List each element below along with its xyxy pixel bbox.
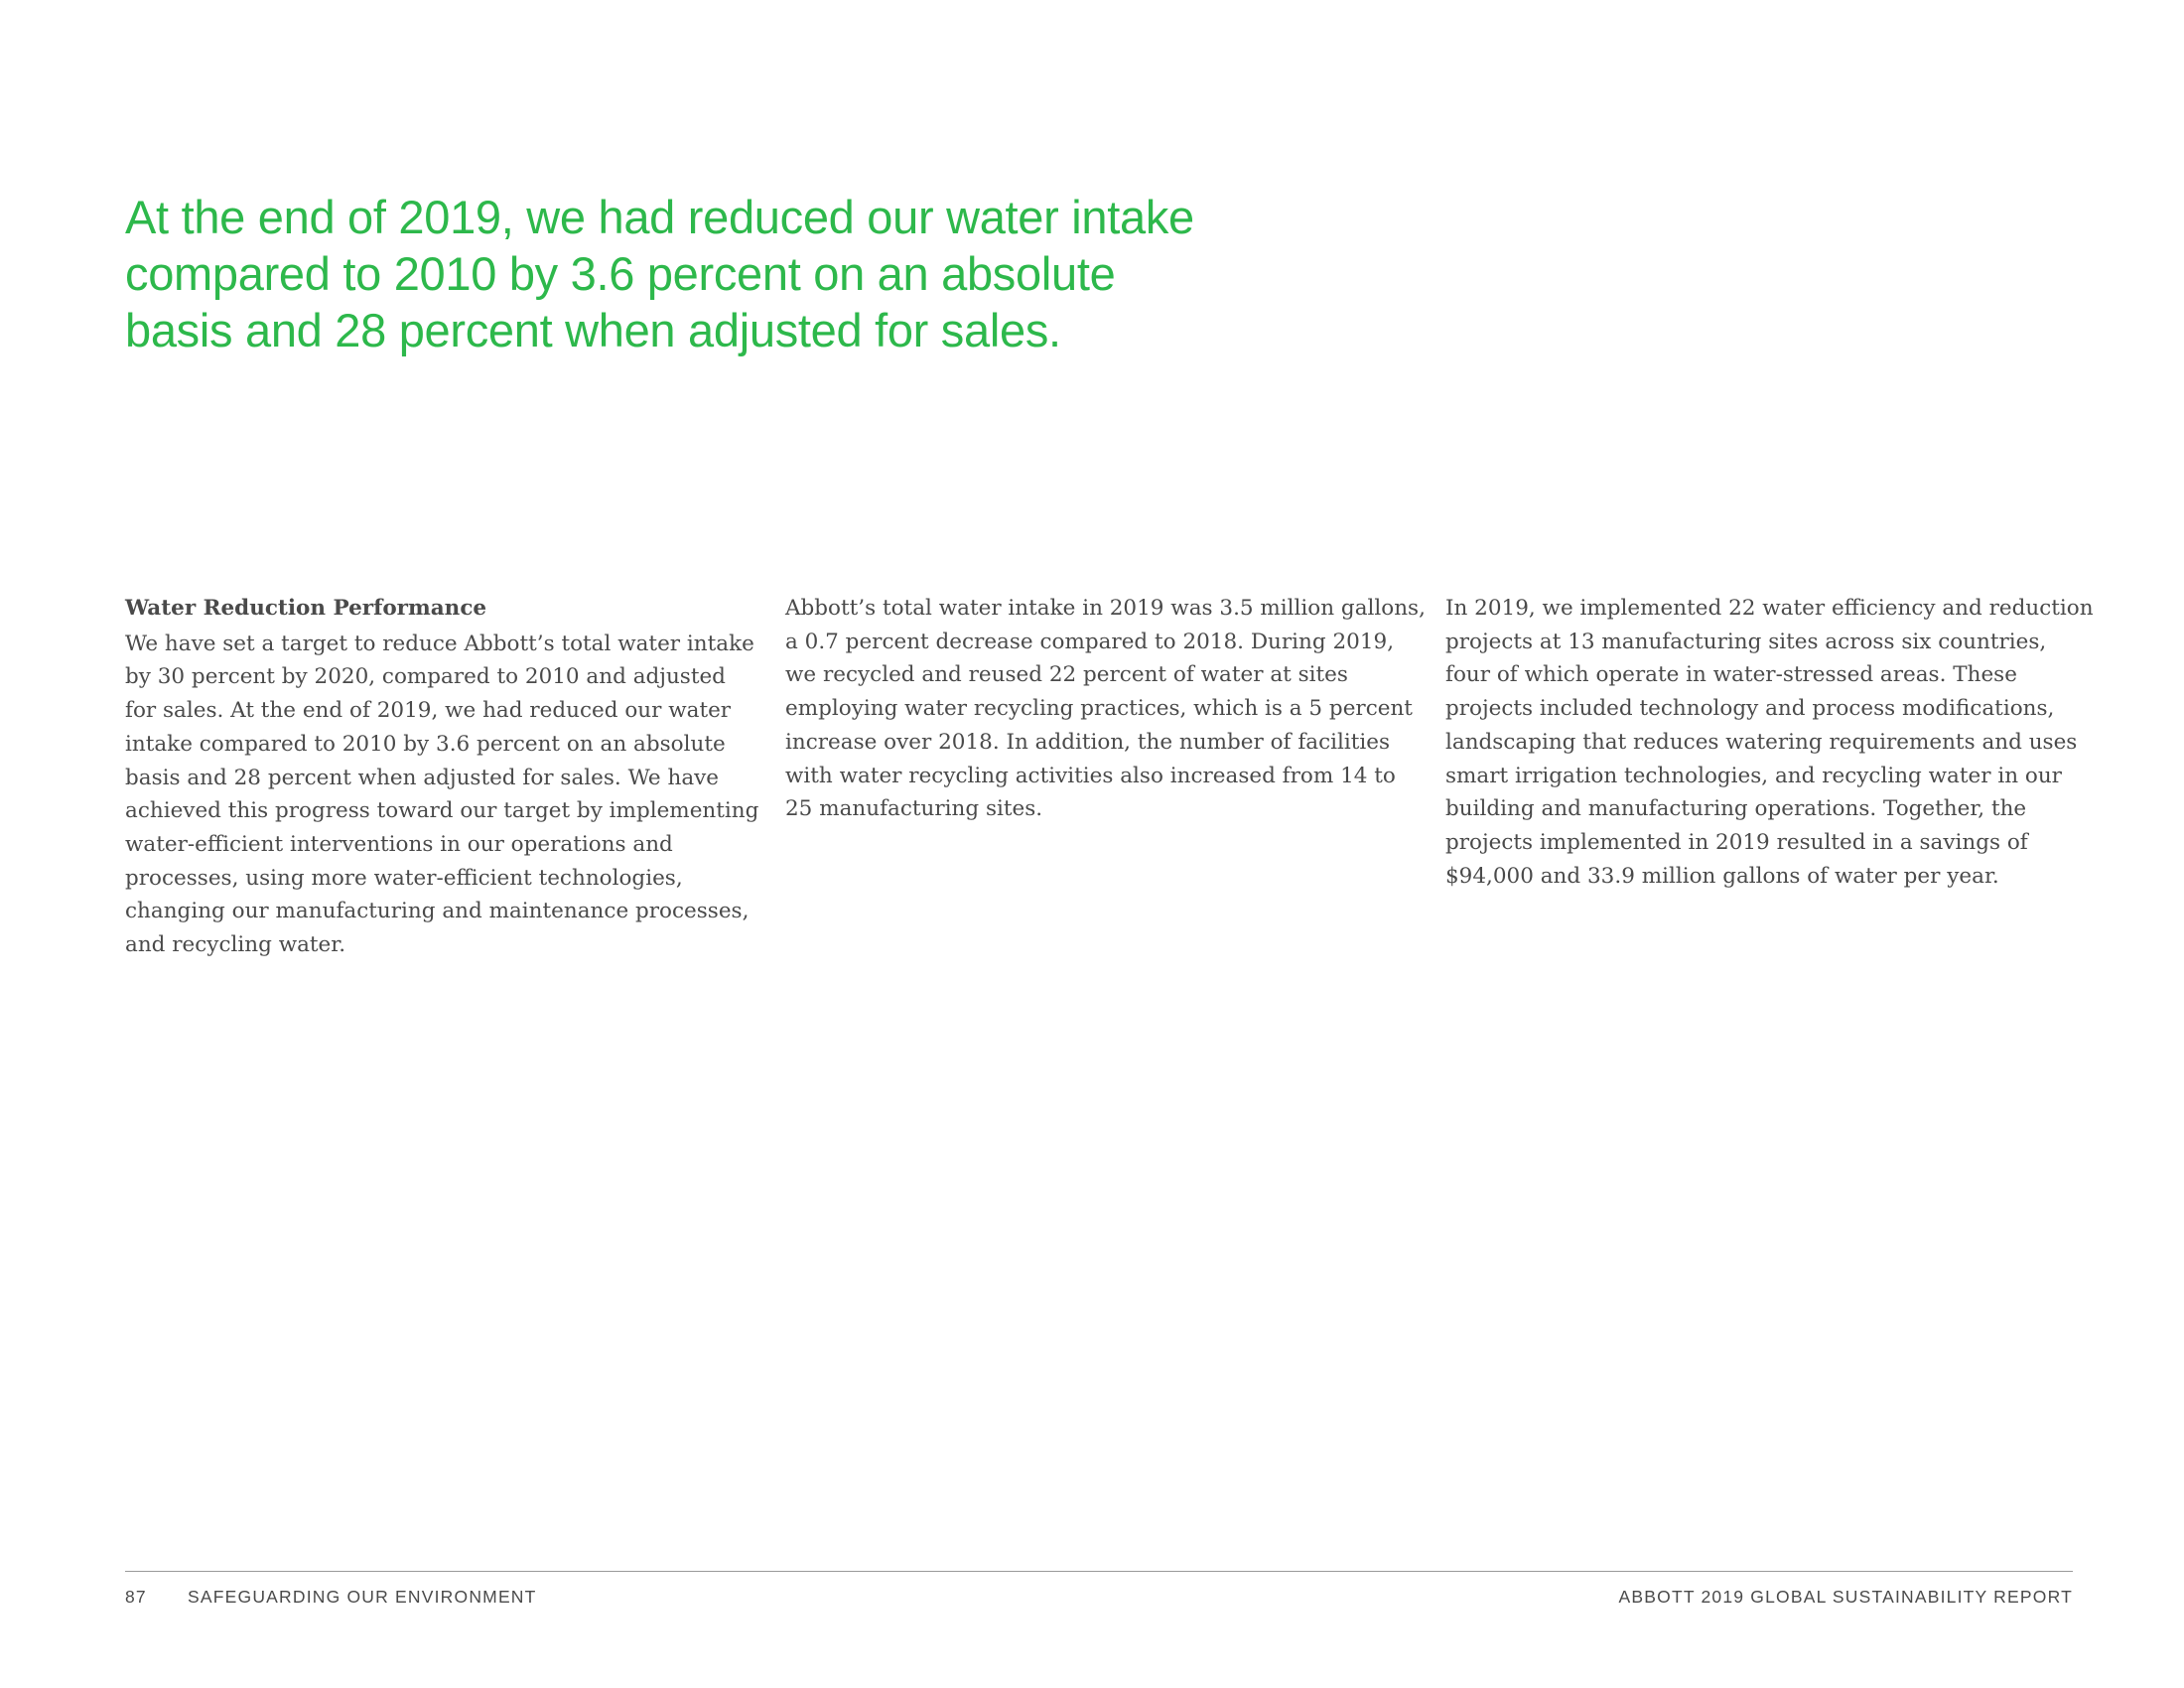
paragraph-line: a 0.7 percent decrease compared to 2018. During 2019, [785, 629, 1395, 654]
paragraph-line: smart irrigation technologies, and recycling water in our [1445, 763, 2062, 788]
paragraph-line: landscaping that reduces watering requirements and uses [1445, 729, 2078, 755]
headline-line: basis and 28 percent when adjusted for sales. [125, 304, 1061, 356]
footer-divider [125, 1571, 2073, 1572]
paragraph-line: four of which operate in water-stressed areas. These [1445, 662, 2017, 688]
paragraph-line: projects included technology and process modifications, [1445, 696, 2055, 722]
paragraph-line: building and manufacturing operations. Together, the [1445, 796, 2027, 822]
paragraph-line: 25 manufacturing sites. [785, 796, 1043, 822]
paragraph-line: for sales. At the end of 2019, we had reduced our water [125, 698, 732, 724]
section-subheading: Water Reduction Performance [125, 596, 487, 621]
paragraph-line: employing water recycling practices, which is a 5 percent [785, 696, 1413, 722]
paragraph-line: projects at 13 manufacturing sites across six countries, [1445, 629, 2047, 654]
paragraph-line: We have set a target to reduce Abbott’s total water intake [125, 631, 754, 656]
paragraph-line: basis and 28 percent when adjusted for sales. We have [125, 765, 720, 790]
body-column-1 [125, 592, 760, 962]
paragraph-line: water-efficient interventions in our operations and [125, 831, 673, 857]
footer-report-title: ABBOTT 2019 GLOBAL SUSTAINABILITY REPORT [1618, 1587, 2073, 1607]
headline-line: compared to 2010 by 3.6 percent on an absolute [125, 247, 1116, 300]
paragraph-line: In 2019, we implemented 22 water efficiency and reduction [1445, 596, 2094, 621]
pull-quote-headline [125, 189, 1237, 358]
paragraph-line: $94,000 and 33.9 million gallons of water per year. [1445, 863, 1999, 889]
paragraph-line: increase over 2018. In addition, the number of facilities [785, 729, 1391, 755]
body-column-3 [1445, 592, 2094, 893]
paragraph-line: processes, using more water-efficient technologies, [125, 865, 683, 891]
paragraph-line: and recycling water. [125, 932, 346, 958]
paragraph-line: by 30 percent by 2020, compared to 2010 and adjusted [125, 664, 726, 690]
headline-line: At the end of 2019, we had reduced our water intake [125, 191, 1194, 243]
paragraph-line: with water recycling activities also increased from 14 to [785, 763, 1396, 788]
paragraph-line: Abbott’s total water intake in 2019 was 3.5 million gallons, [785, 596, 1426, 621]
page-number: 87 [125, 1587, 147, 1607]
paragraph-line: changing our manufacturing and maintenance processes, [125, 899, 750, 924]
paragraph-line: achieved this progress toward our target by implementing [125, 798, 759, 824]
paragraph-line: intake compared to 2010 by 3.6 percent on an absolute [125, 731, 726, 757]
footer-section-name: SAFEGUARDING OUR ENVIRONMENT [188, 1587, 537, 1607]
body-column-2 [785, 592, 1426, 826]
paragraph-line: projects implemented in 2019 resulted in a savings of [1445, 829, 2028, 855]
paragraph-line: we recycled and reused 22 percent of water at sites [785, 662, 1348, 688]
